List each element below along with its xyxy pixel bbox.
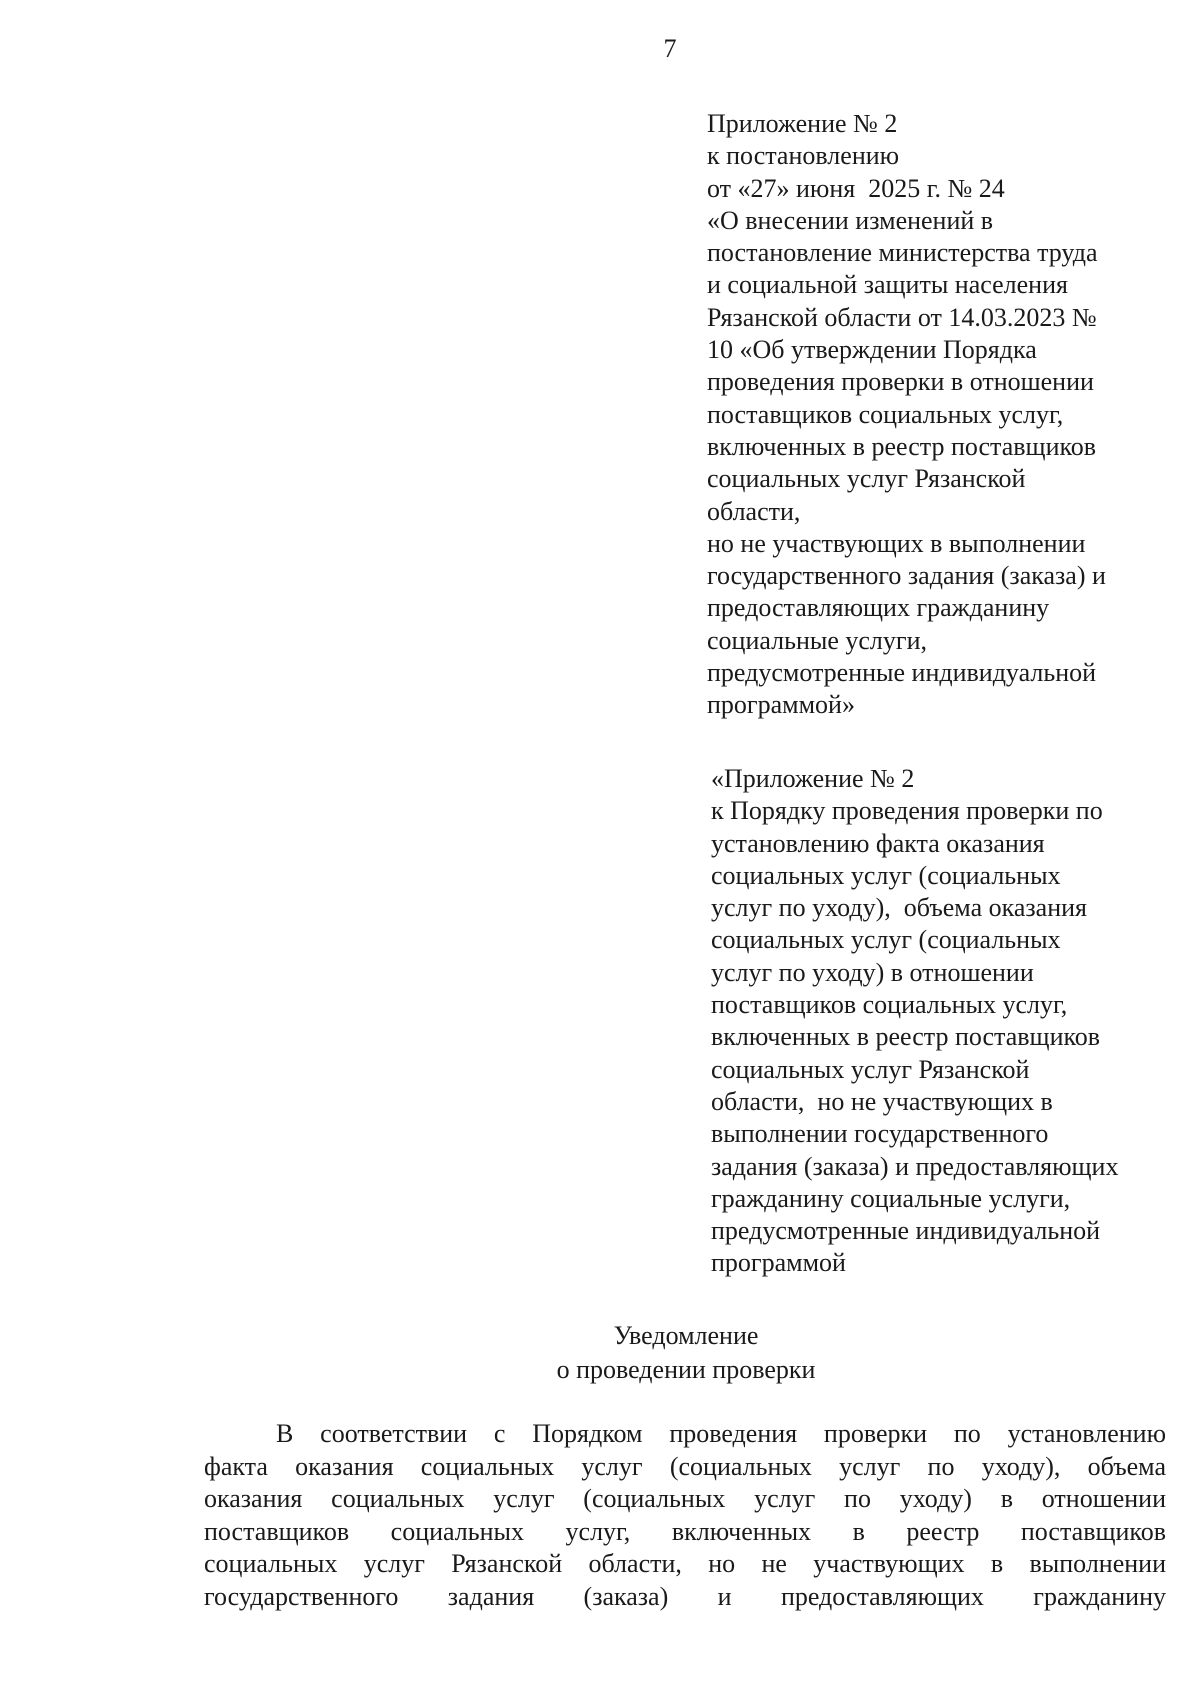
appendix-header-line: проведения проверки в отношении [707,367,1094,397]
appendix-header-line: к постановлению [707,141,900,171]
appendix-order-block [711,763,1118,1280]
body-line: поставщиков социальных услуг, включенных в реестр поставщиков [204,1516,1166,1546]
body-line: государственного задания (заказа) и предоставляющих гражданину [204,1581,1166,1611]
appendix-order-line: гражданину социальные услуги, [711,1183,1071,1213]
appendix-header-line: поставщиков социальных услуг, [707,399,1064,429]
appendix-header-line: но не участвующих в выполнении [707,528,1086,558]
appendix-order-line: социальных услуг (социальных [711,860,1061,890]
appendix-header-line: социальные услуги, [707,625,927,655]
body-line: В соответствии с Порядком проведения проверки по установлению [276,1419,1166,1448]
body-line: факта оказания социальных услуг (социальных услуг по уходу), объема [204,1451,1166,1481]
notice-title-line-1: Уведомление [613,1321,759,1350]
appendix-header-line: социальных услуг Рязанской [707,464,1026,494]
appendix-order-line: выполнении государственного [711,1119,1049,1149]
appendix-order-line: «Приложение № 2 [711,764,915,793]
appendix-order-line: программой [711,1248,846,1278]
notice-title [0,1319,1200,1387]
appendix-order-line: социальных услуг Рязанской [711,1054,1030,1084]
appendix-header-line: государственного задания (заказа) и [707,561,1106,591]
appendix-order-line: услуг по уходу), объема оказания [711,893,1087,923]
appendix-header-line: программой» [707,690,855,720]
appendix-order-line: предусмотренные индивидуальной [711,1216,1101,1246]
appendix-header-line: предоставляющих гражданину [707,593,1050,623]
appendix-header-line: «О внесении изменений в [707,205,994,235]
appendix-header-line: Приложение № 2 [707,109,898,138]
appendix-order-line: поставщиков социальных услуг, [711,990,1068,1020]
appendix-header-line: от «27» июня 2025 г. № 24 [707,173,1005,203]
appendix-order-line: включенных в реестр поставщиков [711,1022,1101,1052]
notice-title-line-2: о проведении проверки [556,1355,816,1384]
appendix-header-line: предусмотренные индивидуальной [707,658,1097,688]
appendix-order-line: установлению факта оказания [711,828,1045,858]
appendix-header-block [707,108,1106,722]
appendix-order-line: задания (заказа) и предоставляющих [711,1151,1119,1181]
appendix-order-line: к Порядку проведения проверки по [711,796,1103,826]
appendix-header-line: постановление министерства труда [707,238,1098,268]
appendix-order-line: социальных услуг (социальных [711,925,1061,955]
body-line: социальных услуг Рязанской области, но не участвующих в выполнении [204,1549,1166,1579]
appendix-order-line: услуг по уходу) в отношении [711,957,1034,987]
appendix-header-line: включенных в реестр поставщиков [707,431,1097,461]
appendix-header-line: области, [707,496,801,526]
body-line: оказания социальных услуг (социальных услуг по уходу) в отношении [204,1484,1166,1514]
notice-body-paragraph [204,1418,1166,1614]
appendix-header-line: и социальной защиты населения [707,270,1068,300]
appendix-order-line: области, но не участвующих в [711,1086,1053,1116]
page-number: 7 [663,34,677,63]
appendix-header-line: 10 «Об утверждении Порядка [707,335,1037,365]
appendix-header-line: Рязанской области от 14.03.2023 № [707,302,1097,332]
